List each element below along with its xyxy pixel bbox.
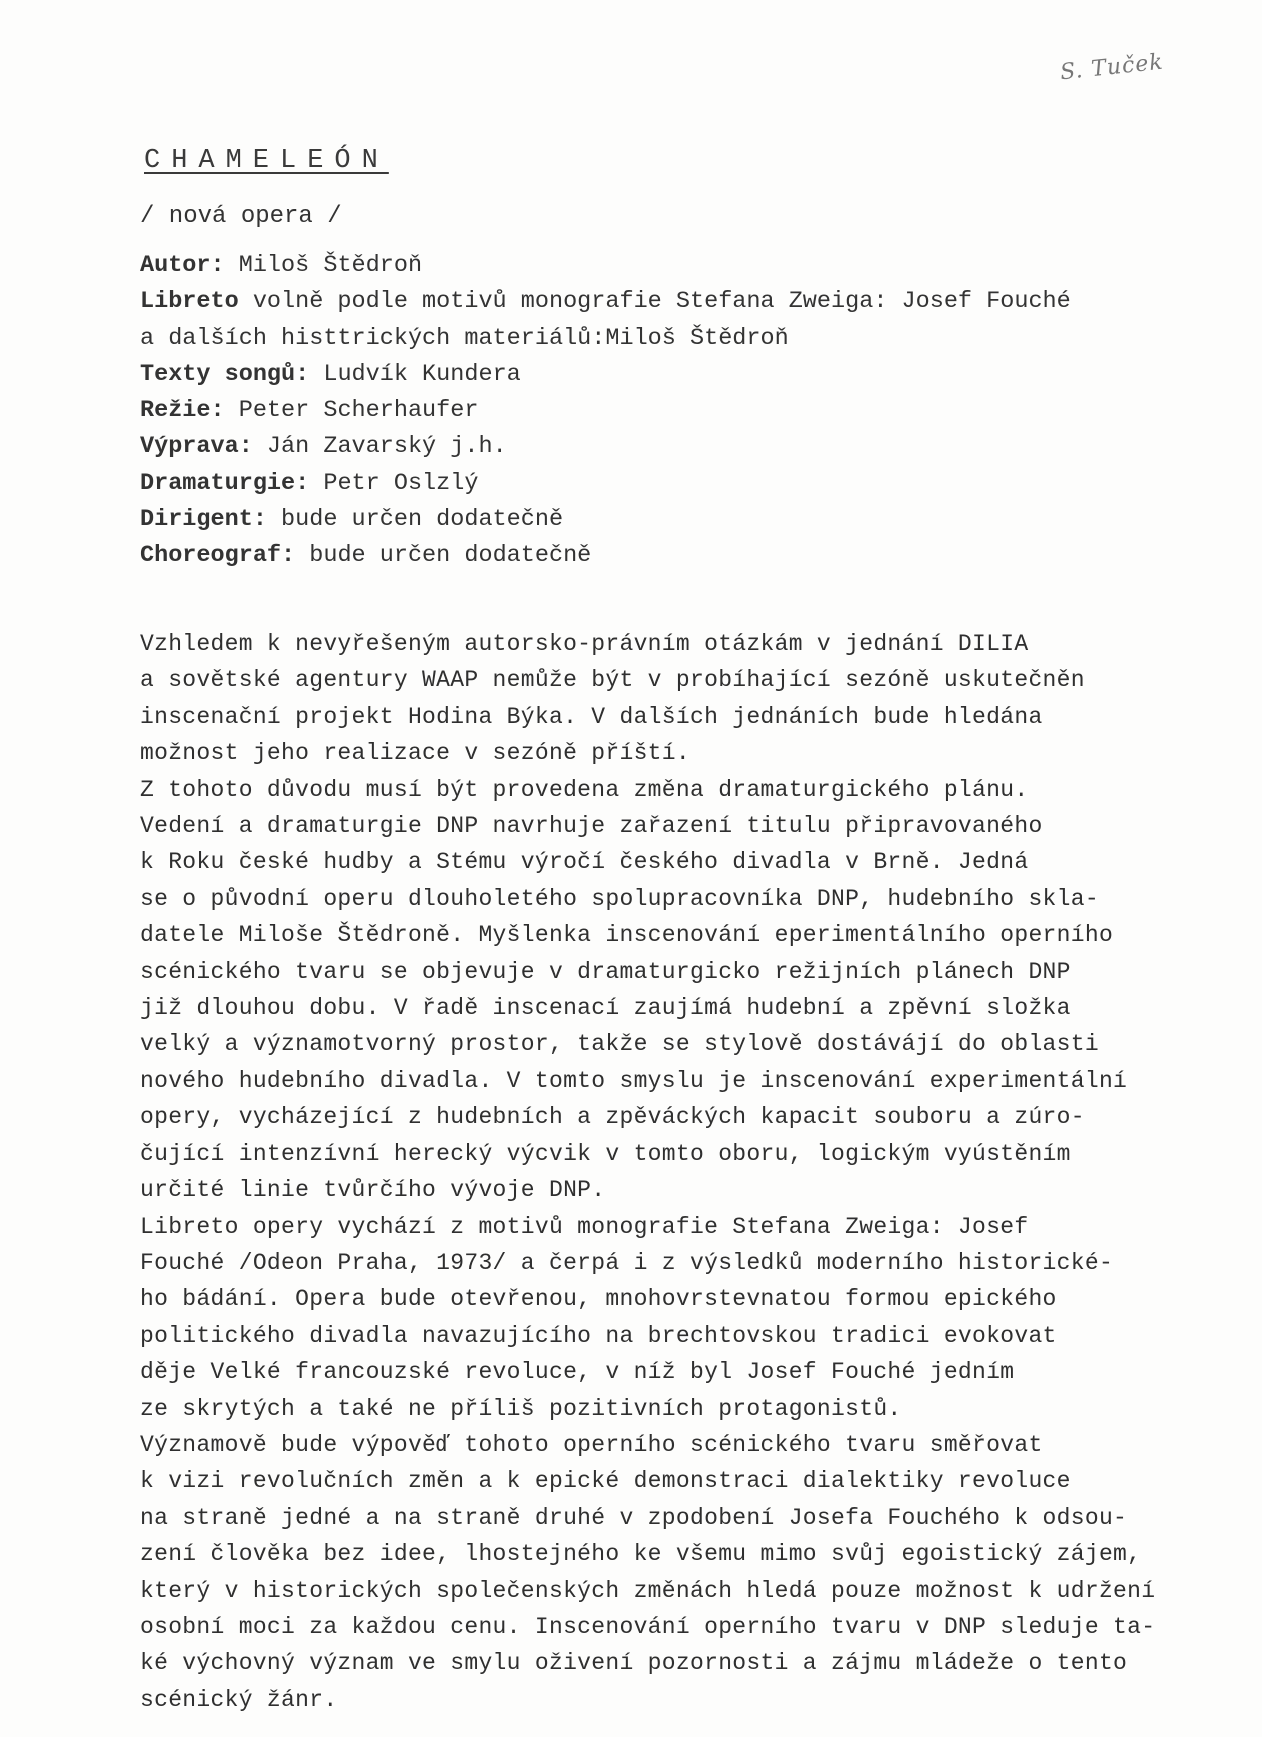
text-line: inscenační projekt Hodina Býka. V dalších jednáních bude hledána: [140, 703, 1043, 730]
text-line: na straně jedné a na straně druhé v zpodobení Josefa Fouchého k odsou-: [140, 1504, 1128, 1531]
text-line: osobní moci za každou cenu. Inscenování operního tvaru v DNP sleduje ta-: [140, 1613, 1156, 1640]
text-line: děje Velké francouzské revoluce, v níž byl Josef Fouché jedním: [140, 1359, 1015, 1386]
text-line: nového hudebního divadla. V tomto smyslu je inscenování experimentální: [140, 1067, 1128, 1094]
text-line: určité linie tvůrčího vývoje DNP.: [140, 1177, 606, 1204]
text-line: čující intenzívní herecký výcvik v tomto oboru, logickým vyústěním: [140, 1140, 1071, 1167]
text-line: který v historických společenských změnách hledá pouze možnost k udržení: [140, 1577, 1156, 1604]
text-line: politického divadla navazujícího na brechtovskou tradici evokovat: [140, 1322, 1057, 1349]
credit-line: Režie: Peter Scherhaufer: [140, 397, 479, 425]
credit-line: Dramaturgie: Petr Oslzlý: [140, 469, 479, 497]
document-subtitle: / nová opera /: [140, 203, 342, 230]
text-line: Vzhledem k nevyřešeným autorsko-právním otázkám v jednání DILIA: [140, 631, 1029, 657]
text-line: Fouché /Odeon Praha, 1973/ a čerpá i z výsledků moderního historické-: [140, 1249, 1114, 1276]
text-line: velký a významotvorný prostor, takže se stylově dostávájí do oblasti: [140, 1031, 1099, 1058]
credit-line: Texty songů: Ludvík Kundera: [140, 360, 521, 388]
text-line: možnost jeho realizace v sezóně příští.: [140, 740, 690, 767]
text-line: datele Miloše Štědroně. Myšlenka inscenování eperimentálního operního: [140, 922, 1114, 949]
credit-line: Výprava: Ján Zavarský j.h.: [140, 433, 507, 461]
credit-line: Choreograf: bude určen dodatečně: [140, 542, 592, 570]
body-text: [140, 626, 1202, 1718]
credit-line: Dirigent: bude určen dodatečně: [140, 506, 564, 534]
text-line: ho bádání. Opera bude otevřenou, mnohovrstevnatou formou epického: [140, 1286, 1057, 1313]
credit-line: Libreto volně podle motivů monografie Stefana Zweiga: Josef Fouché: [140, 288, 1071, 316]
text-line: Vedení a dramaturgie DNP navrhuje zařazení titulu připravovaného: [140, 813, 1043, 840]
text-line: Libreto opery vychází z motivů monografie Stefana Zweiga: Josef: [140, 1213, 1029, 1240]
text-line: ké výchovný význam ve smylu oživení pozornosti a zájmu mládeže o tento: [140, 1650, 1128, 1677]
text-line: zení člověka bez idee, lhostejného ke všemu mimo svůj egoistický zájem,: [140, 1541, 1142, 1568]
credits-block: [140, 248, 1190, 575]
text-line: Z tohoto důvodu musí být provedena změna dramaturgického plánu.: [140, 776, 1029, 803]
text-line: ze skrytých a také ne příliš pozitivních protagonistů.: [140, 1395, 902, 1422]
text-line: k Roku české hudby a Stému výročí českého divadla v Brně. Jedná: [140, 849, 1029, 876]
text-line: již dlouhou dobu. V řadě inscenací zaujímá hudební a zpěvní složka: [140, 995, 1071, 1022]
text-line: opery, vycházející z hudebních a zpěváckých kapacit souboru a zúro-: [140, 1104, 1085, 1131]
text-line: a sovětské agentury WAAP nemůže být v probíhající sezóně uskutečněn: [140, 667, 1085, 694]
text-line: se o původní operu dlouholetého spolupracovníka DNP, hudebního skla-: [140, 885, 1099, 912]
text-line: Významově bude výpověď tohoto operního scénického tvaru směřovat: [140, 1431, 1043, 1458]
text-line: scénického tvaru se objevuje v dramaturgicko režijních plánech DNP: [140, 958, 1071, 985]
handwritten-note: S. Tuček: [1058, 49, 1165, 86]
credit-line: a dalších histtrických materiálů:Miloš Štědroň: [140, 324, 789, 352]
credit-line: Autor: Miloš Štědroň: [140, 252, 423, 279]
document-title: CHAMELEÓN: [144, 146, 389, 176]
text-line: k vizi revolučních změn a k epické demonstraci dialektiky revoluce: [140, 1468, 1071, 1495]
text-line: scénický žánr.: [140, 1686, 338, 1713]
